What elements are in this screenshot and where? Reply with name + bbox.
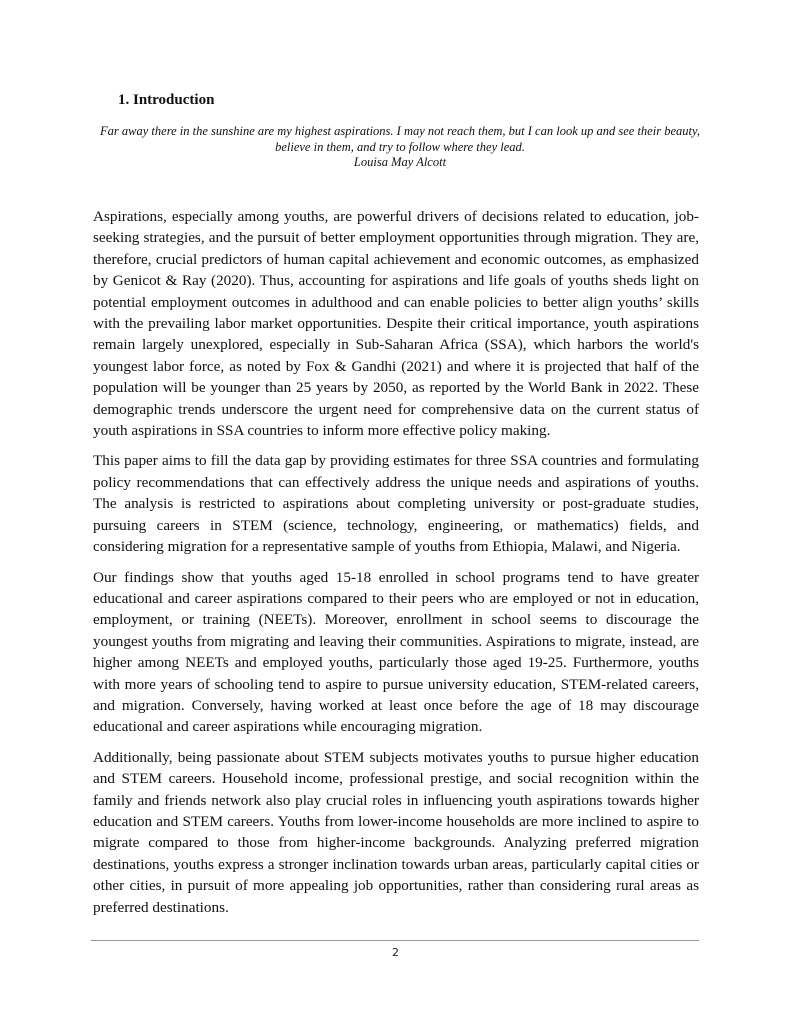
epigraph-quote: Far away there in the sunshine are my highest aspirations. I may not reach them, but I can look up and see their beauty, believe in them, and try to follow where they lead. xyxy=(100,124,700,154)
epigraph xyxy=(100,124,700,171)
epigraph-author: Louisa May Alcott xyxy=(353,155,447,169)
footer-divider xyxy=(91,940,699,941)
section-heading: 1. Introduction xyxy=(118,92,215,108)
paragraph: Aspirations, especially among youths, are powerful drivers of decisions related to education, job-seeking strategies, and the pursuit of better employment opportunities through migration. They are, therefore, crucial predictors of human capital achievement and economic outcomes, as emphasized by Genicot & Ray (2020). Thus, accounting for aspirations and life goals of youths sheds light on potential employment outcomes in adulthood and can enable policies to better align youths’ skills with the prevailing labor market opportunities. Despite their critical importance, youth aspirations remain largely unexplored, especially in Sub-Saharan Africa (SSA), which harbors the world's youngest labor force, as noted by Fox & Gandhi (2021) and where it is projected that half of the population will be younger than 25 years by 2050, as reported by the World Bank in 2022. These demographic trends underscore the urgent need for comprehensive data on the current status of youth aspirations in SSA countries to inform more effective policy making. xyxy=(93,208,699,440)
paragraph: This paper aims to fill the data gap by providing estimates for three SSA countries and formulating policy recommendations that can effectively address the unique needs and aspirations of youths. The analysis is restricted to aspirations about completing university or post-graduate studies, pursuing careers in STEM (science, technology, engineering, or mathematics) fields, and considering migration for a representative sample of youths from Ethiopia, Malawi, and Nigeria. xyxy=(93,452,699,556)
paragraph: Our findings show that youths aged 15-18 enrolled in school programs tend to have greater educational and career aspirations compared to their peers who are employed or not in education, employment, or training (NEETs). Moreover, enrollment in school seems to discourage the youngest youths from migrating and leaving their communities. Aspirations to migrate, instead, are higher among NEETs and employed youths, particularly those aged 19-25. Furthermore, youths with more years of schooling tend to aspire to pursue university education, STEM-related careers, and migration. Conversely, having worked at least once before the age of 18 may discourage educational and career aspirations while encouraging migration. xyxy=(93,568,699,736)
body-text xyxy=(93,206,699,927)
paragraph: Additionally, being passionate about STEM subjects motivates youths to pursue higher education and STEM careers. Household income, professional prestige, and social recognition within the family and friends network also play crucial roles in influencing youth aspirations towards higher education and STEM careers. Youths from lower-income households are more inclined to aspire to migrate compared to those from higher-income backgrounds. Analyzing preferred migration destinations, youths express a stronger inclination towards urban areas, particularly capital cities or other cities, in pursuit of more appealing job opportunities, rather than considering rural areas as preferred destinations. xyxy=(93,748,699,916)
page-number: 2 xyxy=(392,946,399,959)
